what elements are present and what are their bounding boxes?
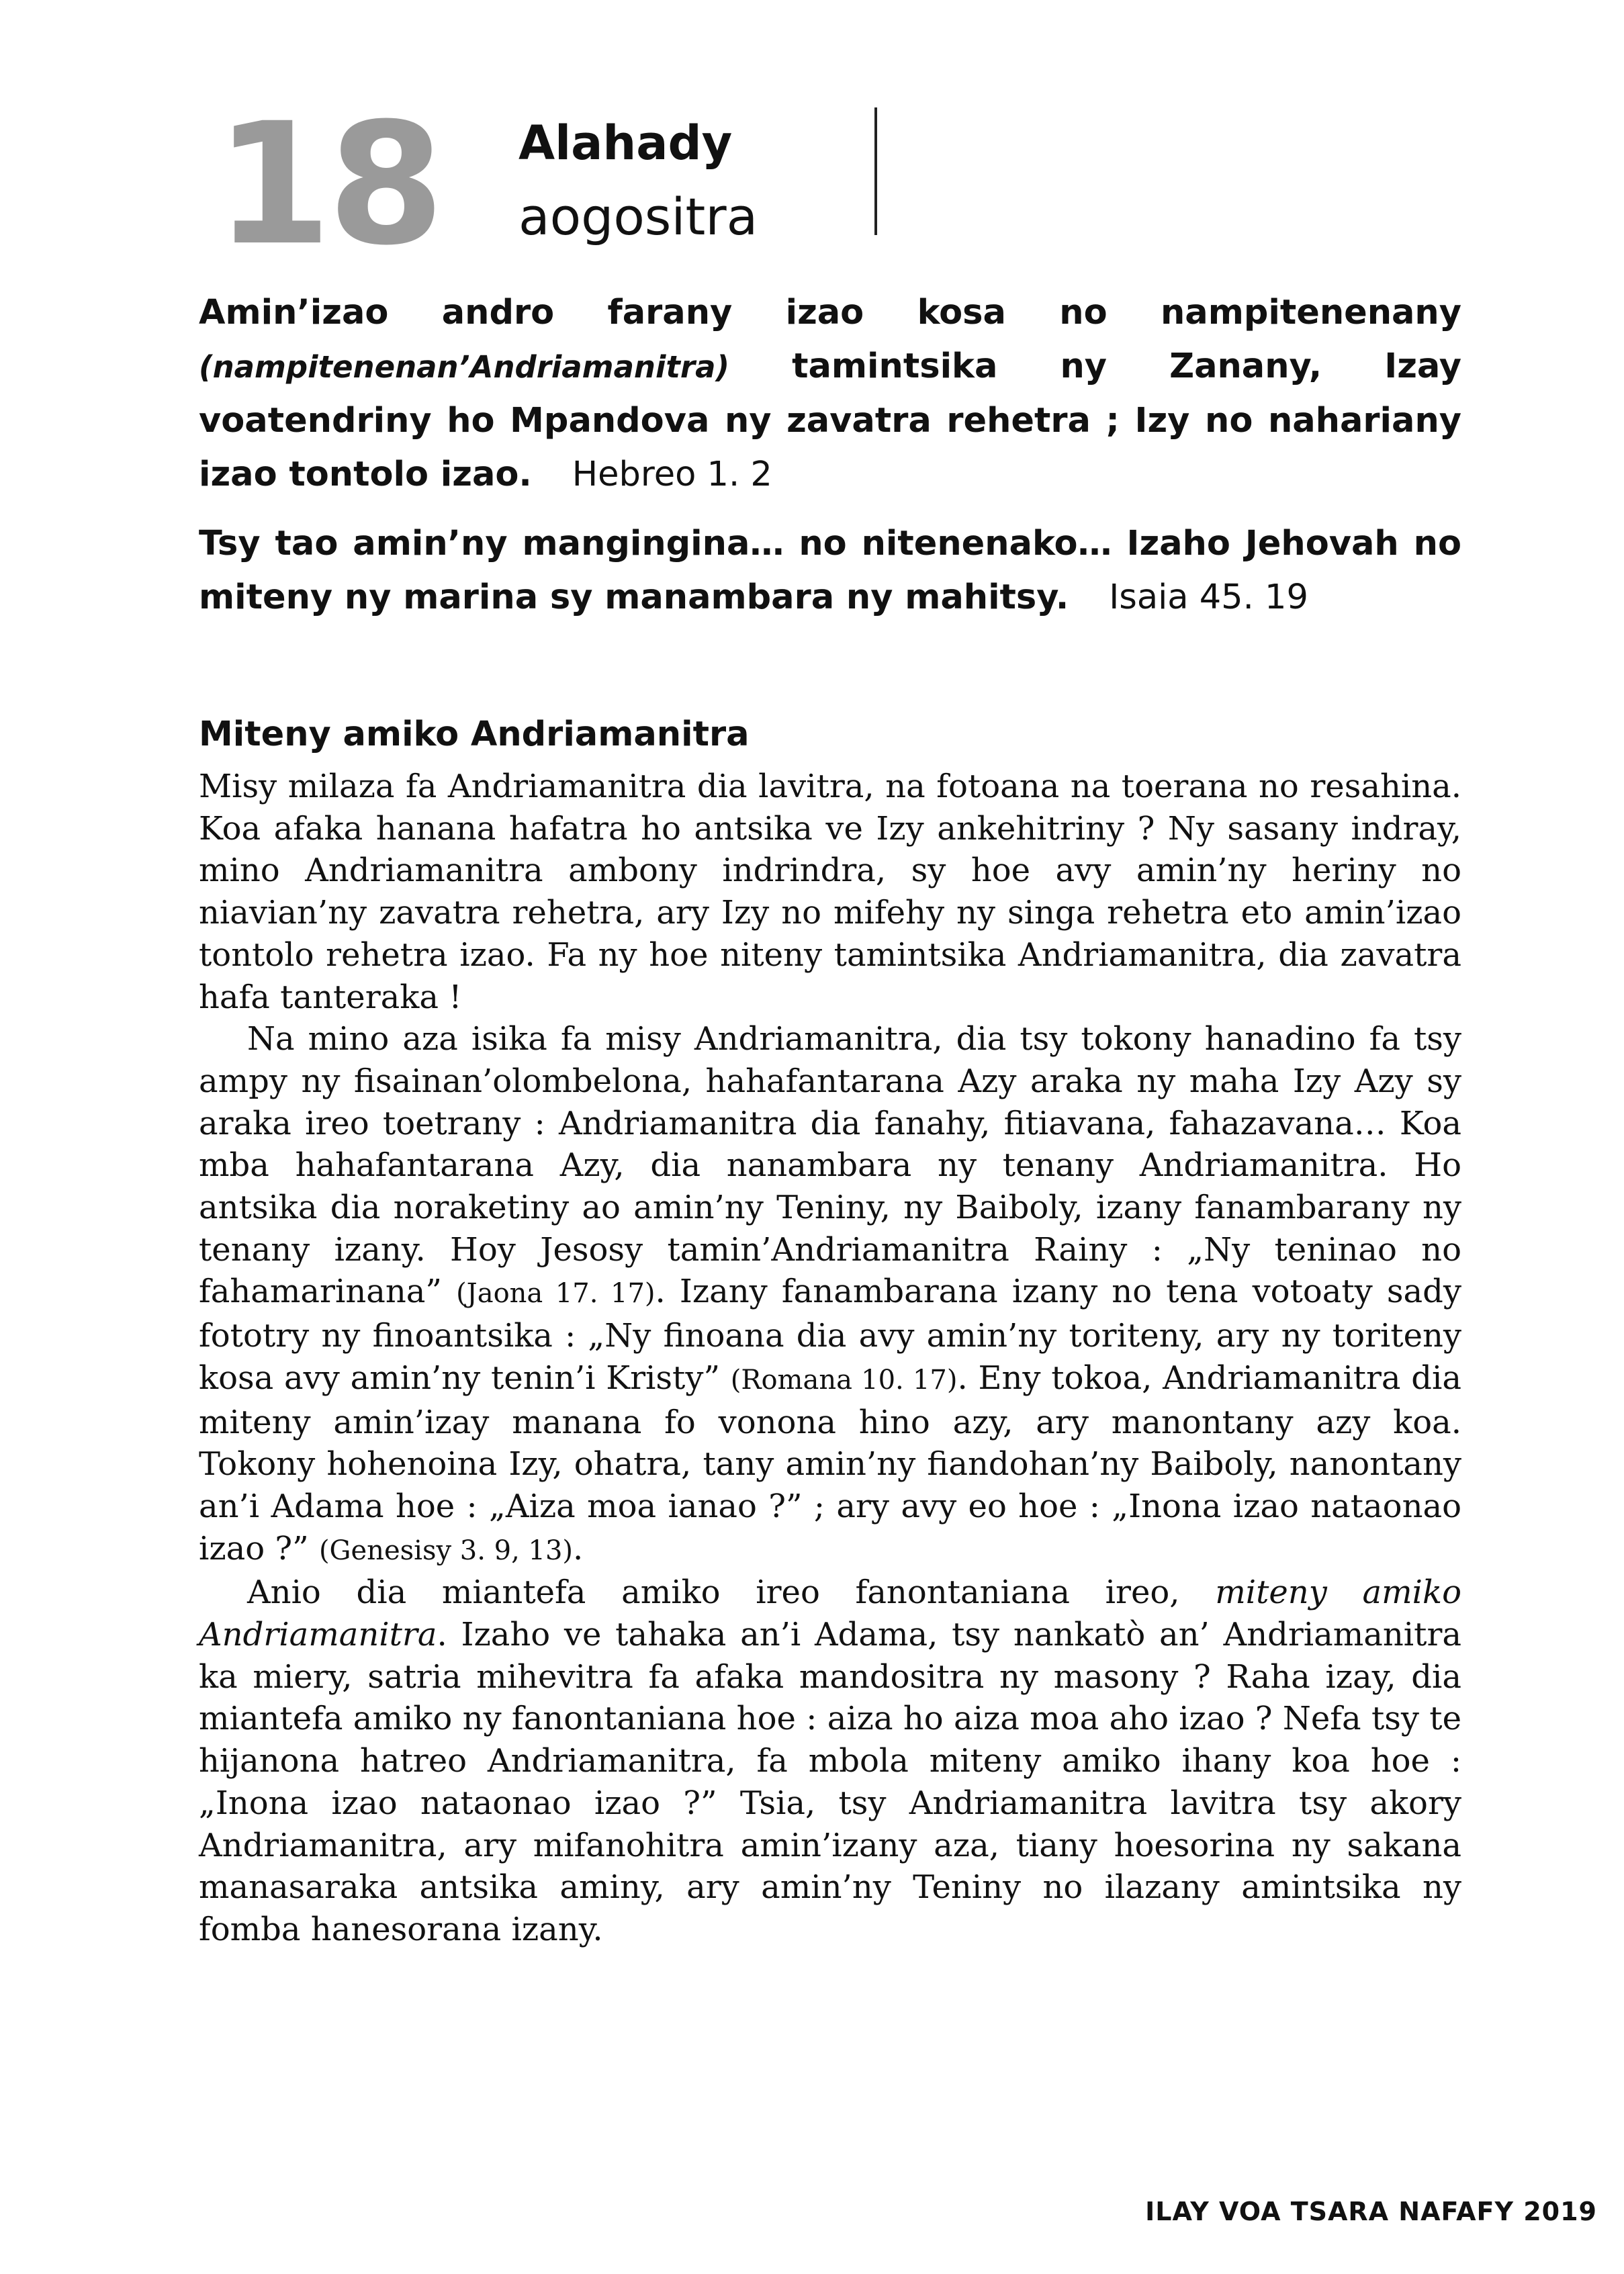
month: aogositra bbox=[518, 187, 758, 246]
bible-reference: (Genesisy 3. 9, 13) bbox=[318, 1535, 574, 1566]
verse-hebreo bbox=[199, 286, 1461, 502]
paragraph-3 bbox=[199, 1572, 1461, 1950]
verse-reference: Hebreo 1. 2 bbox=[572, 455, 772, 494]
paragraph-text: . Eny tokoa, Andriamanitra dia miteny amin’izay manana fo vonona hino azy, ary manontany azy koa. Tokony hohenoina Izy, ohatra, tany amin’ny fiandohan’ny Baiboly, nanontany an’i Adama hoe : „Aiza moa ianao ?” ; ary avy eo hoe : „Inona izao nataonao izao ?” bbox=[199, 1359, 1461, 1567]
bible-reference: (Jaona 17. 17) bbox=[456, 1278, 656, 1310]
paragraph-text: . Izaho ve tahaka an’i Adama, tsy nankatò an’ Andriamanitra ka miery, satria mihevitra fa afaka mandositra ny masony ? Raha izay, dia miantefa amiko ny fanontaniana hoe : aiza ho aiza moa aho izao ? Nefa tsy te hijanona hatreo Andriamanitra, fa mbola miteny amiko ihany koa hoe : „Inona izao nataonao izao ?” Tsia, tsy Andriamanitra lavitra tsy akory Andriamanitra, ary mifanohitra amin’izany aza, tiany hoesorina ny sakana manasaraka antsika aminy, ary amin’ny Teniny no ilazany amintsika ny fomba hanesorana izany. bbox=[199, 1616, 1461, 1948]
paragraph-text: . Izany fanambarana izany no tena votoaty sady fototry ny finoantsika : „Ny finoana dia avy amin’ny toriteny, ary ny toriteny kosa avy amin’ny tenin’i Kristy” bbox=[199, 1273, 1462, 1397]
verse-text: Amin’izao andro farany izao kosa no nampitenenany bbox=[199, 293, 1461, 332]
paragraph-text: . bbox=[573, 1529, 584, 1567]
footer-publication: ILAY VOA TSARA NAFAFY 2019 bbox=[1145, 2197, 1597, 2226]
verse-text: Tsy tao amin’ny mangingina… no nitenenako… Izaho Jehovah no miteny ny marina sy manambara ny mahitsy. bbox=[199, 524, 1461, 617]
bible-reference: (Romana 10. 17) bbox=[730, 1364, 958, 1396]
paragraph-2 bbox=[199, 1018, 1461, 1572]
verse-reference: Isaia 45. 19 bbox=[1109, 578, 1308, 617]
emphasis-text: miteny amiko Andriamanitra bbox=[199, 1574, 1461, 1654]
header-divider bbox=[874, 107, 877, 235]
verse-isaia bbox=[199, 517, 1461, 625]
meditation-body bbox=[199, 766, 1461, 1951]
verse-text-continued: tamintsika ny Zanany, Izay voatendriny ho Mpandova ny zavatra rehetra ; Izy no nahariany izao tontolo izao. bbox=[199, 347, 1461, 494]
paragraph-text: Na mino aza isika fa misy Andriamanitra, dia tsy tokony hanadino fa tsy ampy ny fisainan’olombelona, hahafantarana Azy araka ny maha Izy Azy sy araka ireo toetrany : Andriamanitra dia fanahy, fitiavana, fahazavana… Koa mba hahafantarana Azy, dia nanambara ny tenany Andriamanitra. Ho antsika dia noraketiny ao amin’ny Teniny, ny Baiboly, izany fanambarany ny tenany izany. Hoy Jesosy tamin’Andriamanitra Rainy : „Ny teninao no fahamarinana” bbox=[199, 1020, 1461, 1311]
weekday: Alahady bbox=[518, 116, 733, 171]
verse-italic-gloss: (nampitenenan’Andriamanitra) bbox=[199, 349, 730, 385]
paragraph-1: Misy milaza fa Andriamanitra dia lavitra, na fotoana na toerana no resahina. Koa afaka hanana hafatra ho antsika ve Izy ankehitriny ? Ny sasany indray, mino Andriamanitra ambony indrindra, sy hoe avy amin’ny heriny no niavian’ny zavatra rehetra, ary Izy no mifehy ny singa rehetra eto amin’izao tontolo rehetra izao. Fa ny hoe niteny tamintsika Andriamanitra, dia zavatra hafa tanteraka ! bbox=[199, 768, 1461, 1016]
day-number: 18 bbox=[215, 87, 441, 282]
paragraph-text: Anio dia miantefa amiko ireo fanontaniana ireo, bbox=[247, 1574, 1216, 1612]
meditation-title: Miteny amiko Andriamanitra bbox=[199, 715, 750, 754]
